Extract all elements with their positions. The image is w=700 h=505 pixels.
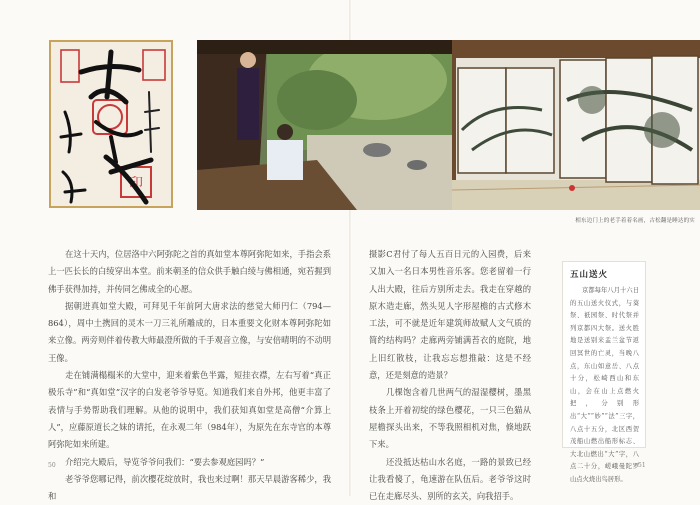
paragraph: 走在铺满榻榻米的大堂中，迎来着紫色半露，短挂衣襟，左右写着“真正极乐寺”和“真如堂”汉字的白发老爷爷导览。知道我们来自外邦，他更丰富了表情与手势帮助我们理解。从他的说明中，我们获知真如堂是高僧“介算上人”，应藤原道长之妹的请托，在永观二年（984年），为原先在东寺官的本尊阿弥陀如来所建。 <box>48 370 331 450</box>
paragraph: 老爷爷您哪记得，前次樱花绽放时，我也来过啊！那天早晨游客稀少，我和 <box>48 473 331 502</box>
svg-text:印: 印 <box>129 176 143 192</box>
paragraph: 还没抵达枯山水名庭，一路的景致已经让我看傻了，龟速游在队伍后。老爷爷这时已在走廊尽头、别所的玄关，向我招手。 <box>369 456 531 502</box>
temple-garden-photo <box>197 40 452 210</box>
page-number-right: 51 <box>638 462 646 469</box>
paragraph: 几棵饱含着几世两气的湿湿樱树，墨黑枝条上开着初绽的绿色樱花，一只三色猫从屋檐探头出来，不等我照相机对焦，倏地跃下来。 <box>369 387 531 450</box>
sidebar-title: 五山送火 <box>570 270 609 280</box>
left-page-body <box>48 246 331 505</box>
paragraph: 据朝进真如堂大殿，可拜见千年前阿大唐求法的慈觉大师円仁（794—864），周中土携回的灵木一刀三礼所雕成的，日本重要文化财本尊阿弥陀如来立像。两旁则伴着传教大师最澄所做的千手观音立像，与安倍晴明的不动明王像。 <box>48 300 331 363</box>
photo-caption: 相东边门上的老手着着名画，古松翻是睡达的实 <box>575 218 695 224</box>
seal-image <box>49 40 173 208</box>
painted-doors-photo <box>452 40 700 210</box>
sidebar-body: 京都每年八月十六日的五山送火仪式，与葵祭、祇园祭、时代祭并列京都四大祭。送火胜地是送别来盂兰盆节返回冥世的亡灵，当晚八点，东山如意岳、八点十分，松崎西山和东山，会在山上点燃火把，分别形出“大”“妙”“法”三字，八点十五分，北区西贺茂船山燃出船形标志、大北山燃出“大”字，八点二十分，嵯峨曼陀罗山点火烧出鸟居形。 <box>570 287 639 483</box>
paragraph: 在这十天内，位居洛中六阿弥陀之首的真如堂本尊阿弥陀如来，手指会系上一匹长长的白绫穿出本堂。前来朝圣的信众供手触白绫与佛相通，宛若握到佛手获得加持，并传同乞佛成全的心愿。 <box>48 249 331 294</box>
paragraph: 摄影C君付了每人五百日元的入园费，后来又加入一名日本男性音乐客。您老留着一行人出大殿，往后方别所走去。我走在穿越的原木造走廊，然头见人字形屋檐的古式修木工法，可不就是近年建筑师故赋人文气质的简约结构吗？走廊两旁铺满苔衣的庭院，地上旧红散枝，让我忘忘想推敲：这是不经意，还是刻意的造景？ <box>369 249 531 381</box>
page-number-left: 50 <box>48 462 56 469</box>
right-page-body <box>369 246 531 505</box>
paragraph: 介绍完大殿后，导览爷爷问我们：“要去参观庭园吗？” <box>65 456 265 467</box>
